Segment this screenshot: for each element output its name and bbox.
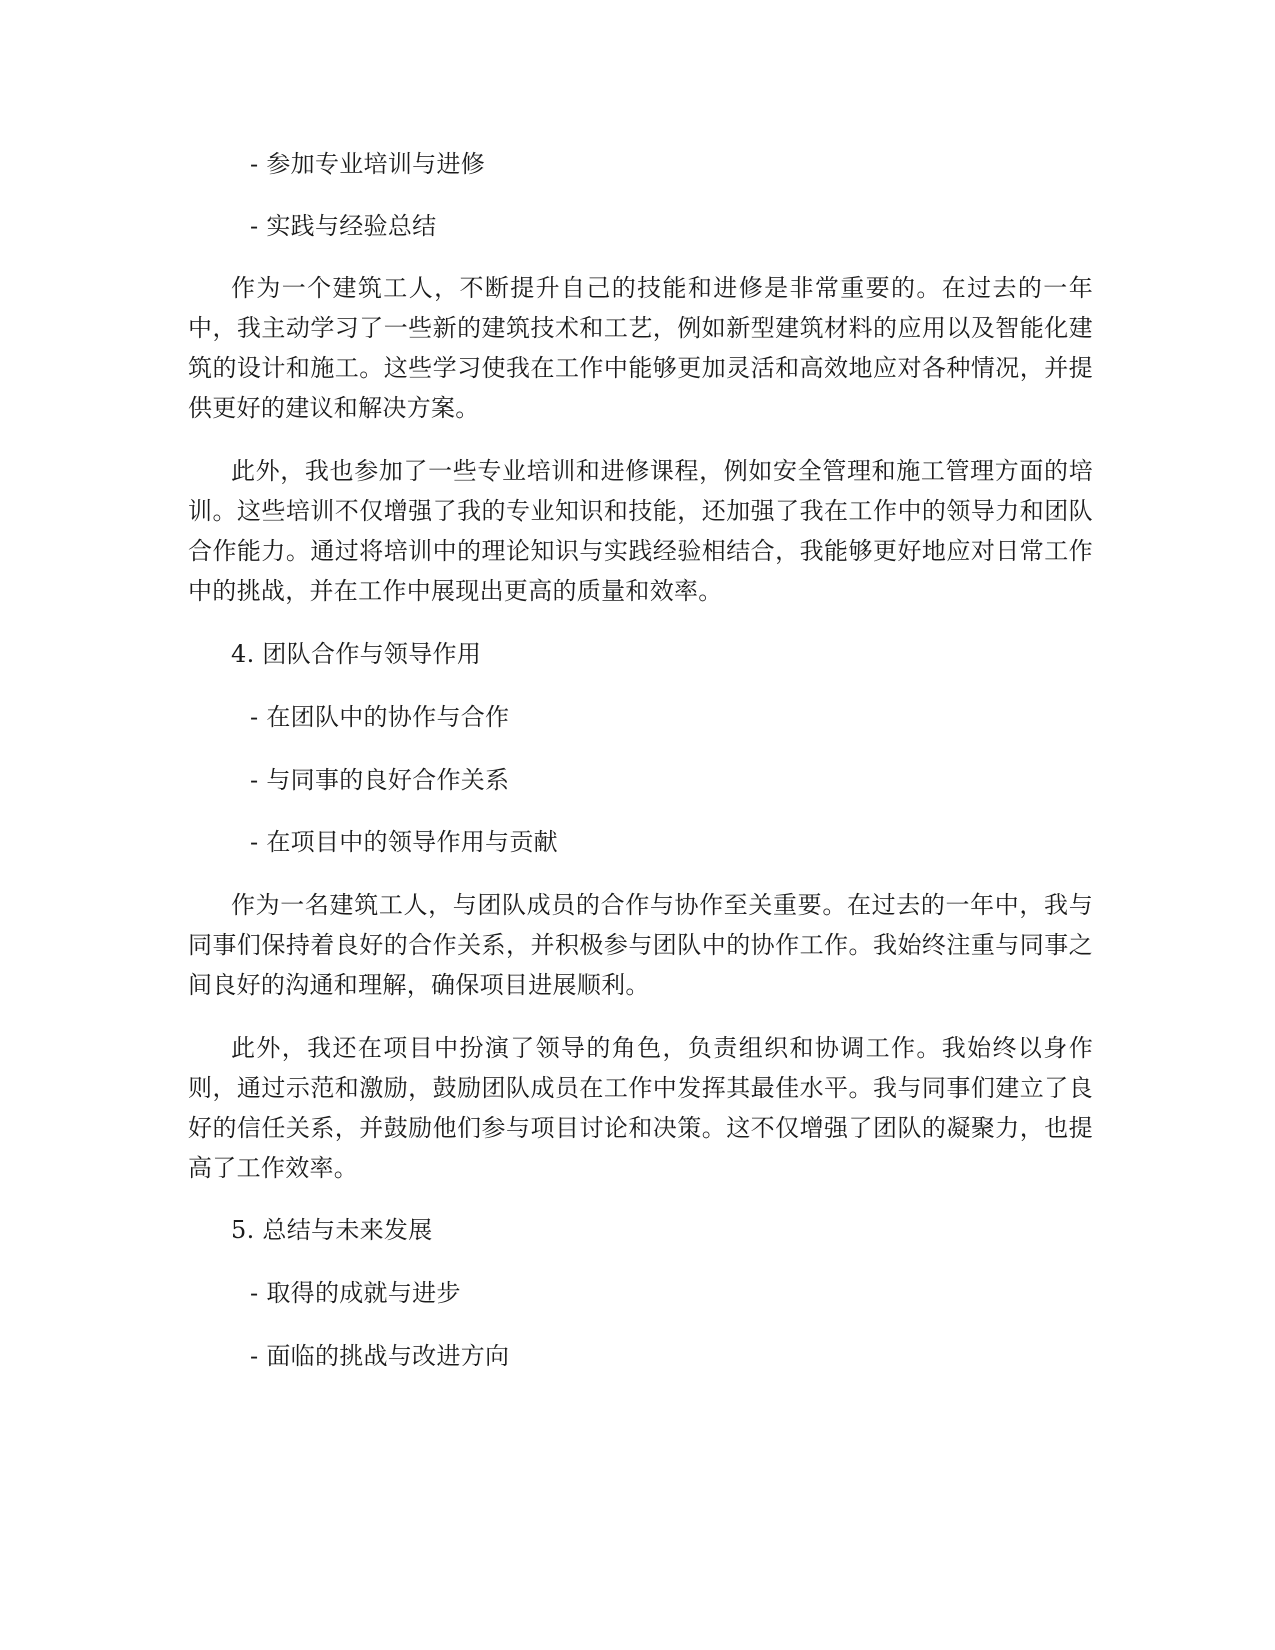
bullet-item: - 实践与经验总结 — [250, 212, 437, 240]
section-heading: 4. 团队合作与领导作用 — [231, 640, 482, 668]
body-paragraph: 作为一个建筑工人，不断提升自己的技能和进修是非常重要的。在过去的一年中，我主动学习了一些新的建筑技术和工艺，例如新型建筑材料的应用以及智能化建筑的设计和施工。这些学习使我在工作中能够更加灵活和高效地应对各种情况，并提供更好的建议和解决方案。 — [188, 274, 1093, 422]
bullet-item: - 在项目中的领导作用与贡献 — [250, 828, 558, 856]
bullet-item: - 在团队中的协作与合作 — [250, 703, 510, 731]
bullet-item: - 取得的成就与进步 — [250, 1279, 461, 1307]
bullet-item: - 与同事的良好合作关系 — [250, 766, 510, 794]
body-paragraph: 此外，我还在项目中扮演了领导的角色，负责组织和协调工作。我始终以身作则，通过示范和激励，鼓励团队成员在工作中发挥其最佳水平。我与同事们建立了良好的信任关系，并鼓励他们参与项目讨论和决策。这不仅增强了团队的凝聚力，也提高了工作效率。 — [188, 1034, 1093, 1182]
bullet-item: - 参加专业培训与进修 — [250, 150, 486, 178]
section-heading: 5. 总结与未来发展 — [231, 1216, 433, 1244]
body-paragraph: 作为一名建筑工人，与团队成员的合作与协作至关重要。在过去的一年中，我与同事们保持着良好的合作关系，并积极参与团队中的协作工作。我始终注重与同事之间良好的沟通和理解，确保项目进展顺利。 — [188, 891, 1093, 999]
bullet-item: - 面临的挑战与改进方向 — [250, 1342, 510, 1370]
body-paragraph: 此外，我也参加了一些专业培训和进修课程，例如安全管理和施工管理方面的培训。这些培训不仅增强了我的专业知识和技能，还加强了我在工作中的领导力和团队合作能力。通过将培训中的理论知识与实践经验相结合，我能够更好地应对日常工作中的挑战，并在工作中展现出更高的质量和效率。 — [188, 457, 1093, 605]
